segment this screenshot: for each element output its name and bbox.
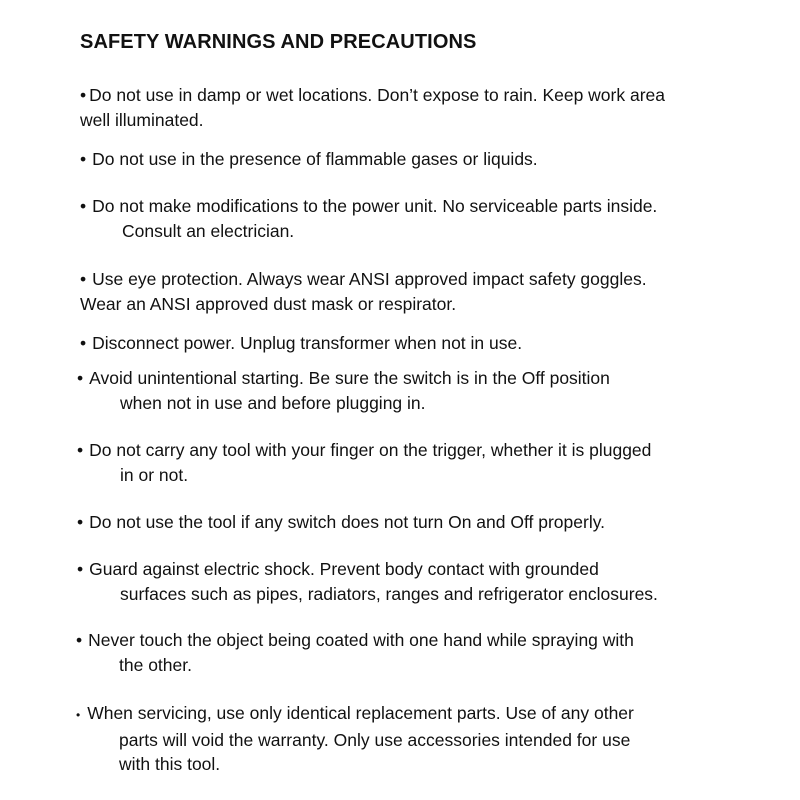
warning-item-carry-tool — [77, 438, 651, 487]
warning-line — [77, 557, 658, 582]
warning-line — [76, 701, 634, 728]
warning-line-continuation: surfaces such as pipes, radiators, ranges and refrigerator enclosures. — [120, 583, 658, 604]
warning-line — [77, 366, 610, 391]
bullet-icon: • — [80, 85, 87, 105]
warning-item-damp-locations — [80, 83, 665, 132]
bullet-icon: • — [80, 269, 87, 289]
page-title: SAFETY WARNINGS AND PRECAUTIONS — [80, 31, 477, 53]
warning-item-electric-shock — [77, 557, 658, 606]
bullet-icon: • — [76, 708, 81, 722]
warning-line — [77, 438, 651, 463]
warning-item-disconnect-power — [80, 331, 522, 356]
warning-text: Use eye protection. Always wear ANSI approved impact safety goggles. — [92, 269, 647, 289]
bullet-icon: • — [77, 440, 84, 460]
warning-text: When servicing, use only identical replacement parts. Use of any other — [87, 703, 634, 723]
bullet-icon: • — [80, 333, 87, 353]
warning-item-servicing — [76, 701, 634, 777]
warning-line — [80, 267, 647, 292]
warning-item-flammable — [80, 147, 538, 172]
warning-line-continuation: Consult an electrician. — [122, 220, 295, 241]
warning-line-continuation: Wear an ANSI approved dust mask or respirator. — [80, 293, 457, 314]
warning-line-continuation: when not in use and before plugging in. — [120, 392, 426, 413]
warning-line-continuation: with this tool. — [119, 754, 221, 774]
warning-text: Do not use the tool if any switch does not turn On and Off properly. — [89, 512, 606, 532]
bullet-icon: • — [80, 196, 87, 216]
warning-line — [80, 331, 522, 356]
bullet-icon: • — [77, 559, 84, 579]
warning-line — [80, 147, 538, 172]
warning-text: Never touch the object being coated with one hand while spraying with — [88, 630, 634, 650]
bullet-icon: • — [80, 149, 87, 169]
warning-line — [76, 628, 634, 653]
warning-line-continuation: in or not. — [120, 464, 189, 485]
warning-text: Guard against electric shock. Prevent body contact with grounded — [89, 559, 599, 579]
warning-item-switch — [77, 510, 605, 535]
bullet-icon: • — [77, 368, 84, 388]
warning-line-continuation: parts will void the warranty. Only use accessories intended for use — [119, 729, 631, 750]
warning-text: Do not make modifications to the power unit. No serviceable parts inside. — [92, 196, 658, 216]
warning-line — [80, 194, 657, 219]
warning-line-continuation: the other. — [119, 654, 192, 675]
warning-line — [77, 510, 605, 535]
warning-item-coated-object — [76, 628, 634, 677]
warning-item-unintentional-starting — [77, 366, 610, 415]
bullet-icon: • — [77, 512, 84, 532]
bullet-icon: • — [76, 630, 83, 650]
warning-line-continuation: well illuminated. — [80, 109, 204, 130]
warning-text: Avoid unintentional starting. Be sure the switch is in the Off position — [89, 368, 610, 388]
warning-text: Disconnect power. Unplug transformer when not in use. — [92, 333, 523, 353]
warning-text: Do not use in damp or wet locations. Don’t expose to rain. Keep work area — [89, 85, 666, 105]
warning-text: Do not use in the presence of flammable gases or liquids. — [92, 149, 538, 169]
warning-item-modifications — [80, 194, 657, 243]
warning-line — [80, 83, 665, 108]
warning-text: Do not carry any tool with your finger on the trigger, whether it is plugged — [89, 440, 652, 460]
warning-item-eye-protection — [80, 267, 647, 316]
